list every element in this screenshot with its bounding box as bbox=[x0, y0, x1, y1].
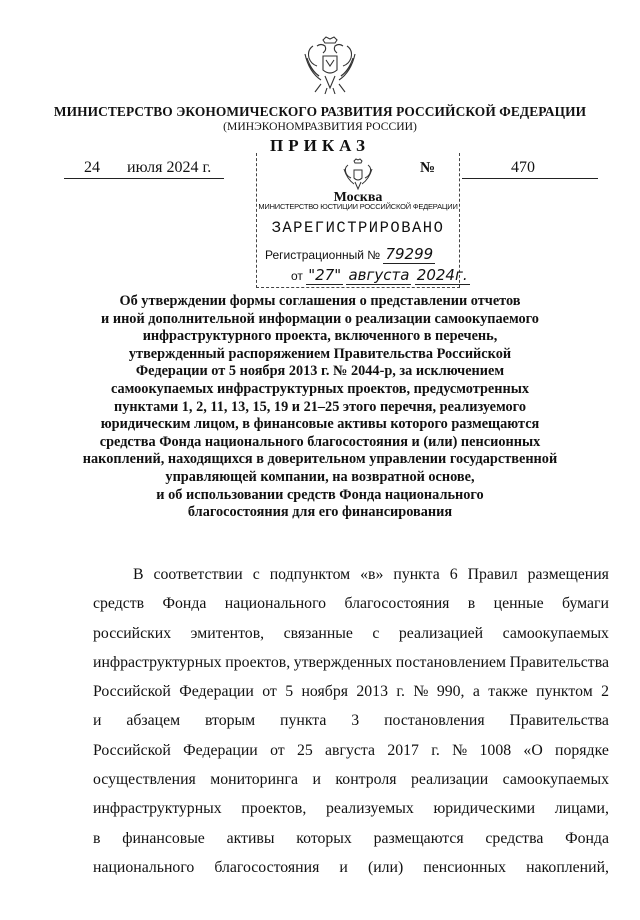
title-line: юридическим лицом, в финансовые активы которого размещаются bbox=[100, 416, 540, 433]
order-title bbox=[30, 293, 610, 522]
body-line bbox=[93, 824, 609, 853]
body-word: эмитентов, bbox=[190, 624, 265, 642]
body-word: 2013 bbox=[356, 683, 388, 701]
title-line: Об утверждении формы соглашения о представлении отчетов bbox=[119, 293, 521, 309]
body-word: с bbox=[252, 566, 260, 583]
number-sign: № bbox=[420, 160, 436, 176]
body-word: (или) bbox=[367, 858, 404, 876]
body-word: Российской bbox=[93, 741, 171, 759]
body-word: и bbox=[312, 771, 321, 789]
body-word: накоплений, bbox=[526, 858, 609, 876]
body-word: лицами, bbox=[554, 800, 609, 818]
body-word: № bbox=[413, 683, 429, 701]
body-word: и bbox=[93, 712, 102, 730]
body-line bbox=[93, 706, 609, 735]
coat-of-arms-emblem bbox=[301, 34, 359, 96]
stamp-emblem bbox=[341, 157, 375, 193]
body-word: и bbox=[339, 858, 348, 876]
registration-stamp bbox=[256, 153, 468, 288]
stamp-ministry-name: МИНИСТЕРСТВО ЮСТИЦИИ РОССИЙСКОЙ ФЕДЕРАЦИИ bbox=[258, 202, 458, 211]
title-line: инфраструктурного проекта, включенного в перечень, bbox=[142, 328, 498, 345]
body-word: самоокупаемых bbox=[502, 771, 609, 789]
body-word: национального bbox=[224, 595, 327, 613]
body-word: В bbox=[133, 566, 144, 583]
title-line: управляющей компании, на возвратной основе, bbox=[165, 468, 475, 485]
body-word: пункта bbox=[393, 566, 440, 583]
body-word: реализуемых bbox=[326, 800, 414, 818]
stamp-eagle-icon bbox=[341, 157, 375, 193]
body-word: Российской bbox=[93, 683, 171, 701]
body-word: средства bbox=[485, 829, 544, 847]
body-word: 1008 bbox=[479, 741, 512, 759]
order-date-day: 24 bbox=[84, 159, 100, 176]
body-word: в bbox=[93, 829, 101, 847]
body-word: контроля bbox=[335, 771, 397, 789]
body-word: благосостояния bbox=[344, 595, 450, 613]
title-line: средства Фонда национального благосостояния и (или) пенсионных bbox=[99, 433, 541, 450]
body-word: «в» bbox=[360, 566, 384, 583]
body-word: проектов, bbox=[241, 800, 307, 818]
body-word: инфраструктурных bbox=[93, 653, 222, 671]
body-line bbox=[93, 560, 609, 589]
body-word: реализацией bbox=[398, 624, 484, 642]
body-word: в bbox=[467, 595, 476, 613]
body-word: бумаги bbox=[562, 595, 609, 613]
body-word: Федерации bbox=[183, 741, 258, 759]
body-word: российских bbox=[93, 624, 172, 642]
date-underline bbox=[64, 178, 224, 179]
body-line bbox=[93, 589, 609, 618]
document-type-heading: ПРИКАЗ bbox=[270, 136, 370, 155]
stamp-date-day: "27" bbox=[308, 266, 342, 284]
title-line: и об использовании средств Фонда национального bbox=[156, 486, 484, 503]
ministry-name: МИНИСТЕРСТВО ЭКОНОМИЧЕСКОГО РАЗВИТИЯ РОССИЙСКОЙ ФЕДЕРАЦИИ bbox=[53, 104, 587, 119]
body-word: августа bbox=[325, 741, 376, 759]
body-word: от bbox=[270, 741, 285, 759]
body-line bbox=[93, 853, 609, 882]
title-line: накоплений, находящихся в доверительном управлении государственной bbox=[82, 451, 558, 468]
body-word: Правительства bbox=[509, 712, 609, 730]
body-word: Фонда bbox=[565, 829, 609, 847]
stamp-registration-label: Регистрационный № bbox=[265, 248, 381, 262]
title-line: и иной дополнительной информации о реализации самоокупаемого bbox=[101, 310, 539, 327]
body-word: вторым bbox=[204, 712, 256, 730]
body-word: 3 bbox=[351, 712, 360, 730]
stamp-date-prefix: от bbox=[291, 269, 303, 283]
double-headed-eagle-icon bbox=[301, 34, 359, 96]
body-line bbox=[93, 619, 609, 648]
number-underline bbox=[462, 178, 598, 179]
body-word: г. bbox=[396, 683, 405, 701]
title-line: утвержденный распоряжением Правительства Российской bbox=[128, 345, 512, 362]
order-date-month-year: июля 2024 г. bbox=[127, 159, 212, 176]
stamp-registered-label: ЗАРЕГИСТРИРОВАНО bbox=[271, 219, 445, 237]
body-word: активы bbox=[226, 829, 275, 847]
stamp-date-year: 2024г. bbox=[416, 266, 468, 284]
title-line: самоокупаемых инфраструктурных проектов, предусмотренных bbox=[110, 380, 530, 397]
body-word: постановления bbox=[384, 712, 485, 730]
body-line bbox=[93, 794, 609, 823]
body-word: Правил bbox=[467, 566, 518, 583]
body-word: 5 bbox=[285, 683, 294, 701]
title-line: пунктами 1, 2, 11, 13, 15, 19 и 21–25 этого перечня, реализуемого bbox=[114, 398, 526, 415]
body-word: 2 bbox=[601, 683, 609, 701]
body-word: размещаются bbox=[373, 829, 464, 847]
stamp-registration-number-line bbox=[265, 245, 435, 263]
body-word: утвержденных bbox=[293, 653, 393, 671]
body-word: финансовые bbox=[122, 829, 205, 847]
body-word: благосостояния bbox=[214, 858, 320, 876]
stamp-registration-number: 79299 bbox=[385, 245, 434, 263]
body-word: Федерации bbox=[179, 683, 254, 701]
body-word: 6 bbox=[449, 566, 458, 583]
body-word: Фонда bbox=[162, 595, 207, 613]
body-word: пункта bbox=[280, 712, 327, 730]
body-word: порядке bbox=[555, 741, 609, 759]
body-word: г. bbox=[431, 741, 440, 759]
stamp-date-month: августа bbox=[348, 266, 410, 284]
body-word: размещения bbox=[527, 566, 609, 583]
body-word: также bbox=[488, 683, 528, 701]
body-word: Правительства bbox=[509, 653, 609, 671]
body-word: средств bbox=[93, 595, 145, 613]
body-word: проектов, bbox=[225, 653, 291, 671]
title-line: Федерации от 5 ноября 2013 г. № 2044-р, за исключением bbox=[135, 363, 505, 380]
body-word: 990, bbox=[436, 683, 465, 701]
body-word: № bbox=[452, 741, 468, 759]
body-word: юридическими bbox=[433, 800, 536, 818]
body-word: осуществления bbox=[93, 771, 196, 789]
body-word: которых bbox=[296, 829, 352, 847]
ministry-short-name: (МИНЭКОНОМРАЗВИТИЯ РОССИИ) bbox=[223, 120, 417, 133]
body-word: 25 bbox=[296, 741, 313, 759]
body-word: ценные bbox=[493, 595, 544, 613]
body-line bbox=[93, 765, 609, 794]
body-word: соответствии bbox=[153, 566, 243, 583]
stamp-date-line bbox=[291, 266, 470, 284]
body-word: связанные bbox=[283, 624, 353, 642]
body-word: национального bbox=[93, 858, 195, 876]
body-word: с bbox=[372, 624, 380, 642]
body-word: пенсионных bbox=[423, 858, 507, 876]
body-line bbox=[93, 736, 609, 765]
stamp-city: Москва bbox=[333, 190, 383, 205]
body-word: 2017 bbox=[387, 741, 419, 759]
body-word: самоокупаемых bbox=[502, 624, 609, 642]
body-word: реализации bbox=[410, 771, 489, 789]
body-word: мониторинга bbox=[210, 771, 298, 789]
body-line bbox=[93, 648, 609, 677]
body-word: подпунктом bbox=[269, 566, 351, 583]
body-word: от bbox=[262, 683, 277, 701]
body-word: «О bbox=[523, 741, 543, 759]
body-line bbox=[93, 677, 609, 706]
body-word: пунктом bbox=[536, 683, 593, 701]
body-word: а bbox=[472, 683, 480, 701]
title-line: благосостояния для его финансирования bbox=[187, 504, 453, 521]
body-paragraph bbox=[93, 560, 609, 882]
body-word: абзацем bbox=[126, 712, 181, 730]
body-word: постановлением bbox=[395, 653, 507, 671]
body-word: ноября bbox=[301, 683, 348, 701]
order-number: 470 bbox=[511, 159, 535, 176]
body-word: инфраструктурных bbox=[93, 800, 222, 818]
